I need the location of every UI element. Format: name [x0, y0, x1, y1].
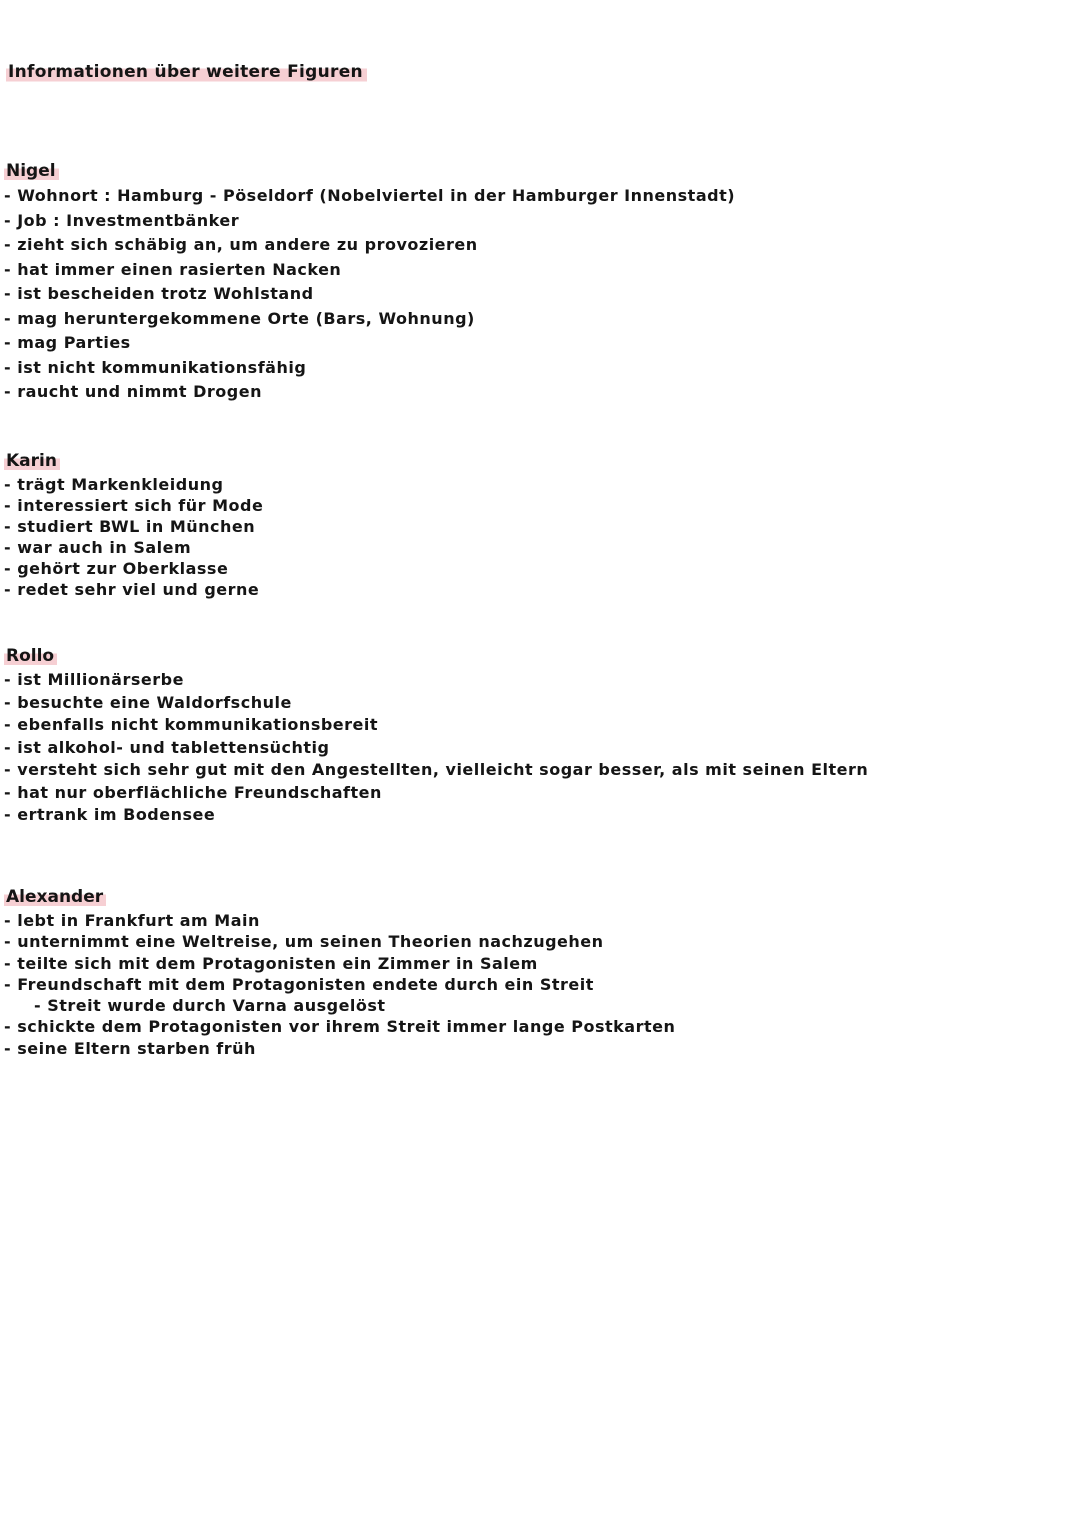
list-item: - hat immer einen rasierten Nacken — [4, 259, 342, 279]
list-item: - mag Parties — [4, 333, 131, 352]
bullet-list — [4, 474, 263, 600]
list-item: - Freundschaft mit dem Protagonisten endete durch ein Streit — [4, 974, 594, 994]
section-rollo — [4, 645, 868, 827]
list-item: - lebt in Frankfurt am Main — [4, 911, 260, 930]
list-item: - unternimmt eine Weltreise, um seinen Theorien nachzugehen — [4, 932, 604, 952]
section-heading: Nigel — [4, 160, 59, 182]
list-item: - Wohnort : Hamburg - Pöseldorf (Nobelviertel in der Hamburger Innenstadt) — [4, 186, 736, 205]
page-title: Informationen über weitere Figuren — [6, 60, 367, 84]
list-item: - ist Millionärserbe — [4, 670, 184, 689]
list-item: - seine Eltern starben früh — [4, 1038, 256, 1058]
bullet-list — [4, 669, 868, 827]
list-item: - gehört zur Oberklasse — [4, 559, 229, 578]
section-nigel — [4, 160, 735, 405]
list-item: - interessiert sich für Mode — [4, 496, 264, 515]
list-item: - teilte sich mit dem Protagonisten ein Zimmer in Salem — [4, 953, 538, 973]
section-heading: Rollo — [4, 645, 57, 667]
list-item: - Streit wurde durch Varna ausgelöst — [34, 996, 386, 1016]
list-item: - studiert BWL in München — [4, 517, 256, 536]
list-item: - schickte dem Protagonisten vor ihrem Streit immer lange Postkarten — [4, 1017, 676, 1037]
list-item: - hat nur oberflächliche Freundschaften — [4, 782, 382, 802]
list-item: - zieht sich schäbig an, um andere zu provozieren — [4, 235, 478, 254]
list-item: - ist alkohol- und tablettensüchtig — [4, 737, 330, 757]
section-heading: Karin — [4, 450, 60, 472]
list-item: - versteht sich sehr gut mit den Angestellten, vielleicht sogar besser, als mit seinen Eltern — [4, 760, 869, 779]
list-item: - ertrank im Bodensee — [4, 805, 216, 824]
list-item: - ebenfalls nicht kommunikationsbereit — [4, 715, 379, 734]
section-karin — [4, 450, 263, 600]
list-item: - raucht und nimmt Drogen — [4, 382, 262, 401]
bullet-list — [4, 184, 735, 405]
list-item: - mag heruntergekommene Orte (Bars, Wohnung) — [4, 308, 475, 328]
list-item: - Job : Investmentbänker — [4, 210, 240, 230]
list-item: - ist nicht kommunikationsfähig — [4, 357, 307, 377]
list-item: - war auch in Salem — [4, 538, 192, 557]
section-alexander — [4, 886, 675, 1059]
section-heading: Alexander — [4, 886, 106, 908]
bullet-list — [4, 910, 675, 1059]
list-item: - trägt Markenkleidung — [4, 475, 224, 494]
list-item: - redet sehr viel und gerne — [4, 580, 260, 599]
list-item: - besuchte eine Waldorfschule — [4, 692, 292, 712]
list-item: - ist bescheiden trotz Wohlstand — [4, 284, 314, 303]
